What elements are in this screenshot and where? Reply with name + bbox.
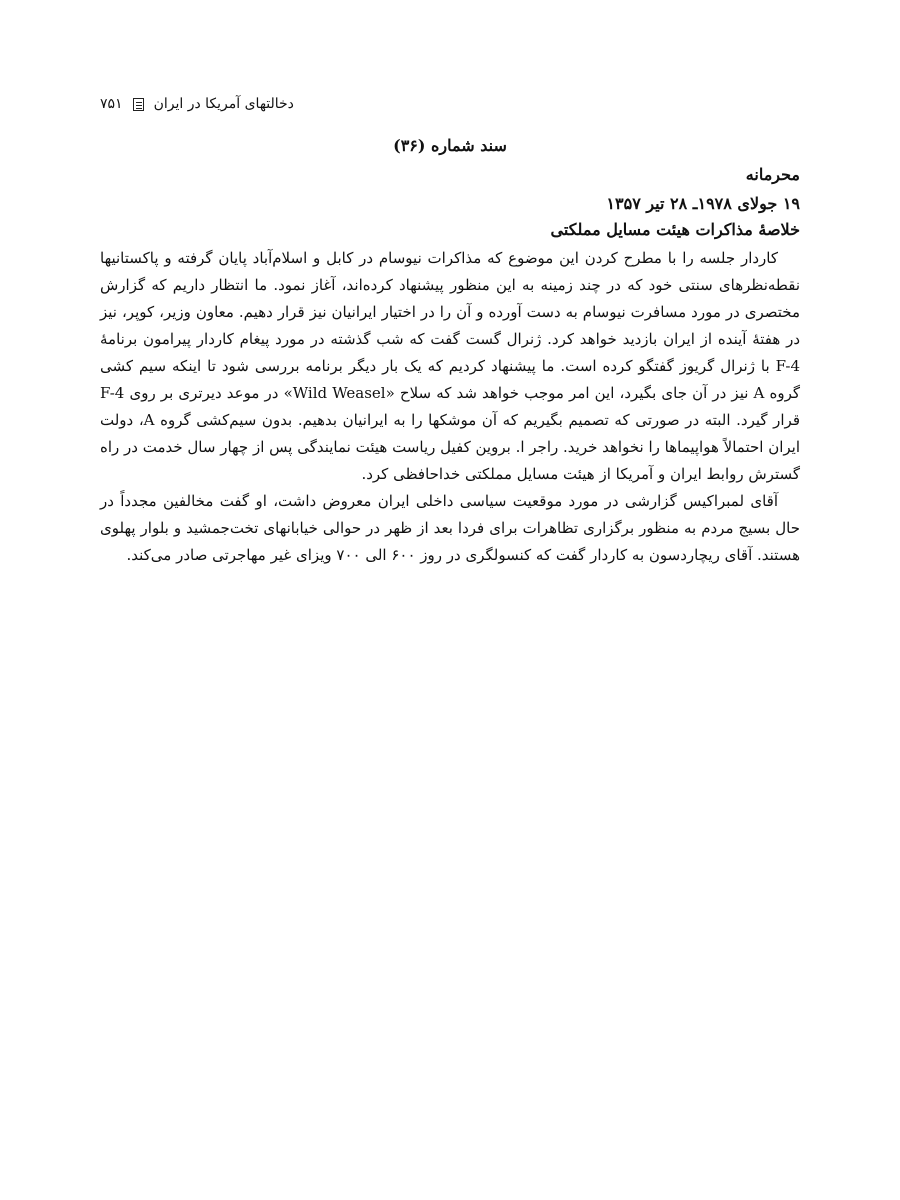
document-number-heading: سند شماره (۳۶) bbox=[393, 136, 507, 155]
paragraph-1: کاردار جلسه را با مطرح کردن این موضوع که مذاکرات نیوسام در کابل و اسلام‌آباد پایان گرفته و پاکستانیها نقطه‌نظرهای سنتی خود که در چند زمینه به این منظور پیشنهاد کرده‌اند، آغاز نمود. ما انتظار داریم که گزارش مختصری در مورد مسافرت نیوسام به دست آورده و آن را در اختیار ایرانیان نیز قرار دهیم. معاون وزیر، کوپر، نیز در هفتهٔ آینده از ایران بازدید خواهد کرد. ژنرال گست گفت که شب گذشته در مورد پیغام کاردار پیرامون برنامهٔ F-4 با ژنرال گریوز گفتگو کرده است. ما پیشنهاد کردیم که یک بار دیگر برنامه بررسی شود تا اینکه سیم کشی گروه A نیز در آن جای بگیرد، این امر موجب خواهد شد که سلاح «Wild Weasel» در موعد دیرتری بر روی F-4 قرار گیرد. البته در صورتی که تصمیم بگیریم که آن موشکها را به ایرانیان بدهیم. بدون سیم‌کشی گروه A، دولت ایران احتمالاً هواپیماها را نخواهد خرید. راجر ا. بروین کفیل ریاست هیئت نمایندگی پس از چهار سال خدمت در راه گسترش روابط ایران و آمریکا از هیئت مسایل مملکتی خداحافظی کرد. bbox=[99, 249, 800, 483]
running-head bbox=[100, 94, 800, 114]
document-icon bbox=[133, 98, 144, 111]
body-text bbox=[100, 245, 800, 569]
page-number: ۷۵۱ bbox=[100, 96, 123, 112]
section-title: خلاصهٔ مذاکرات هیئت مسایل مملکتی bbox=[550, 220, 800, 239]
document-page bbox=[100, 0, 800, 1200]
classification-label: محرمانه bbox=[745, 165, 800, 184]
document-date: ۱۹ جولای ۱۹۷۸ـ ۲۸ تیر ۱۳۵۷ bbox=[606, 194, 800, 213]
book-title: دخالتهای آمریکا در ایران bbox=[153, 96, 294, 112]
paragraph-2: آقای لمبراکیس گزارشی در مورد موقعیت سیاسی داخلی ایران معروض داشت، او گفت مخالفین مجدداً در حال بسیج مردم به منظور برگزاری تظاهرات برای فردا بعد از ظهر در حوالی خیابانهای تخت‌جمشید و بلوار پهلوی هستند. آقای ریچاردسون به کاردار گفت که کنسولگری در روز ۶۰۰ الی ۷۰۰ ویزای غیر مهاجرتی صادر می‌کند. bbox=[100, 492, 800, 564]
